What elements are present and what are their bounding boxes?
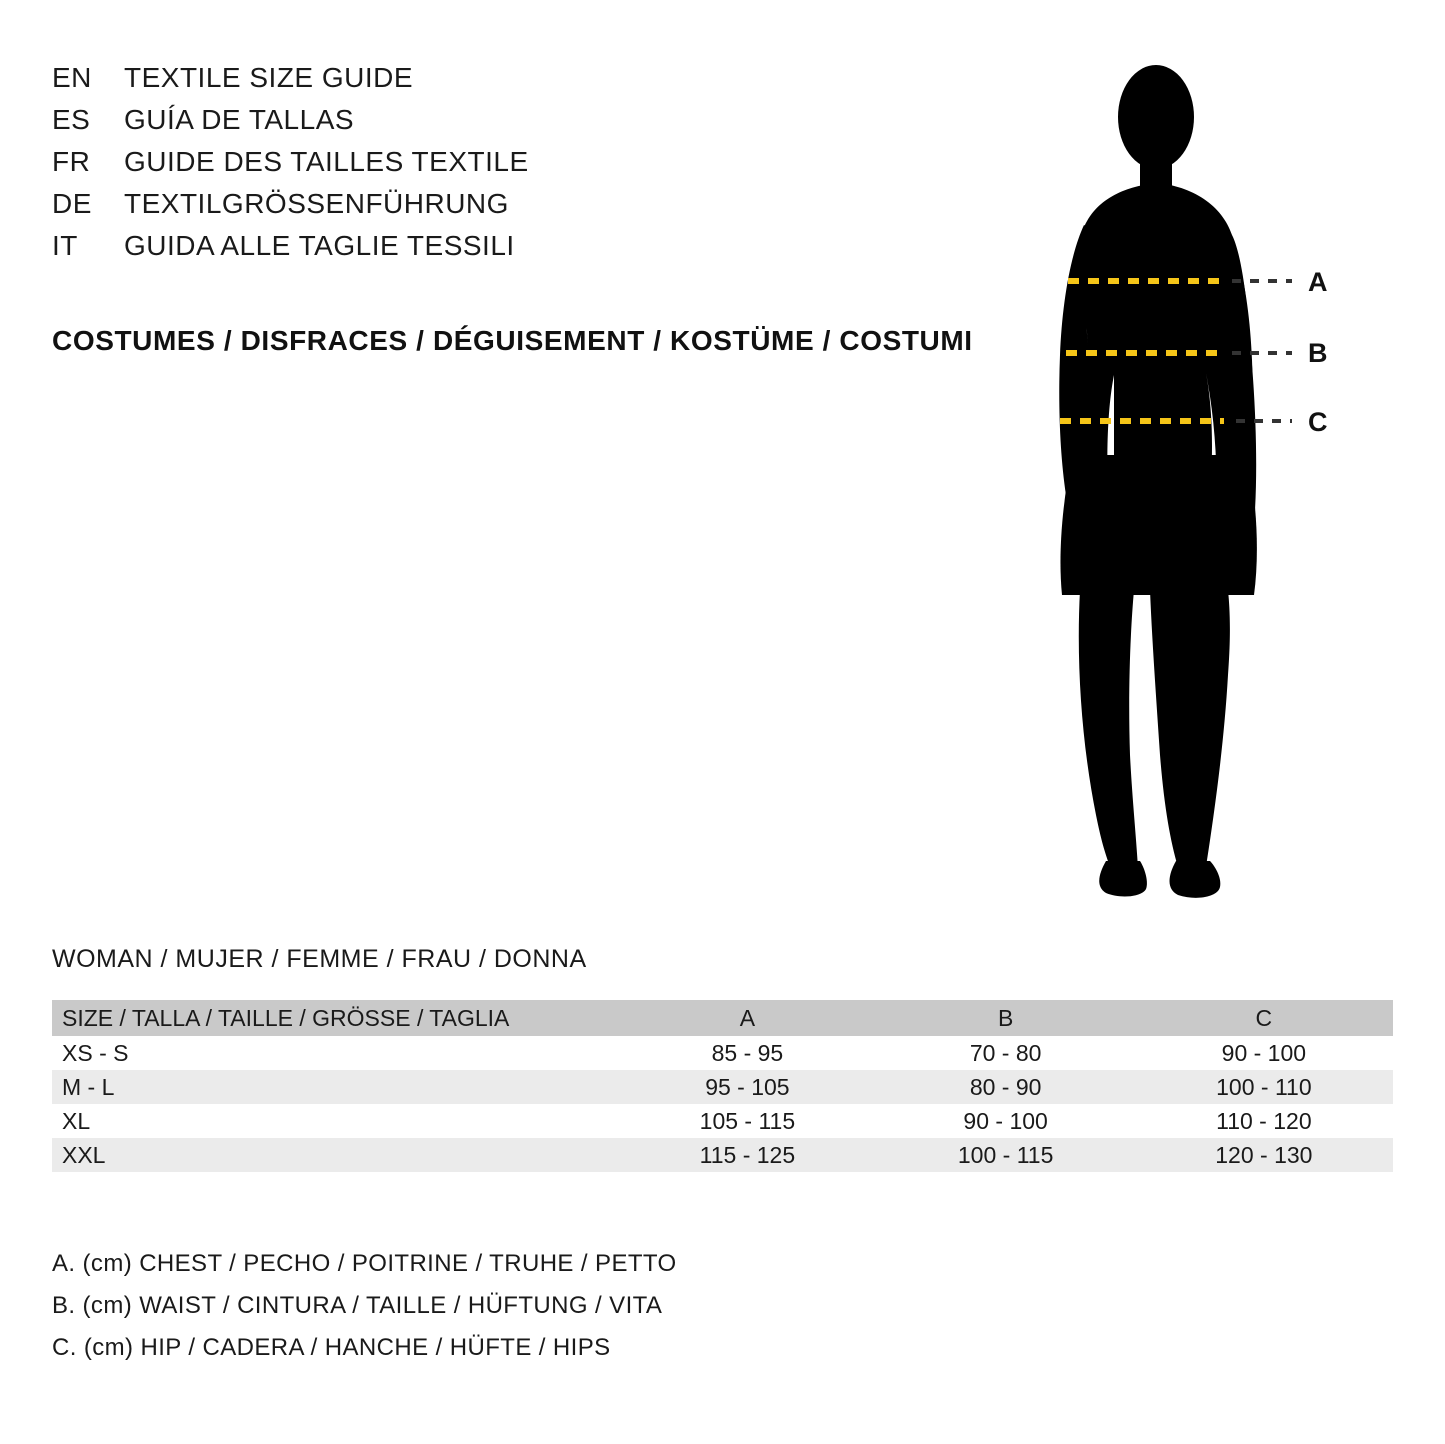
column-header-a: A (739, 1004, 756, 1031)
cell-c: 120 - 130 (1215, 1141, 1313, 1168)
cell-c: 100 - 110 (1216, 1073, 1312, 1100)
table-row (52, 1036, 1393, 1070)
woman-silhouette-icon (1010, 55, 1410, 905)
cell-a: 105 - 115 (699, 1107, 796, 1134)
language-text: GUIDA ALLE TAGLIE TESSILI (124, 230, 515, 261)
cell-b: 100 - 115 (957, 1141, 1054, 1168)
table-row (52, 1070, 1393, 1104)
language-row (52, 62, 1032, 104)
language-text: TEXTILE SIZE GUIDE (124, 62, 414, 93)
language-list (52, 62, 1032, 272)
marker-label-a: A (1308, 267, 1328, 297)
marker-label-b: B (1308, 338, 1328, 368)
size-table (52, 1000, 1393, 1172)
cell-c: 110 - 120 (1216, 1107, 1312, 1134)
legend-line-b: B. (cm) WAIST / CINTURA / TAILLE / HÜFTUNG / VITA (52, 1292, 663, 1319)
marker-label-c: C (1308, 407, 1328, 437)
cell-b: 80 - 90 (969, 1073, 1042, 1100)
language-code: FR (52, 146, 91, 177)
language-text: GUÍA DE TALLAS (124, 104, 355, 135)
category-line: COSTUMES / DISFRACES / DÉGUISEMENT / KOSTÜME / COSTUMI (52, 325, 973, 356)
language-text: GUIDE DES TAILLES TEXTILE (124, 146, 529, 177)
table-title: WOMAN / MUJER / FEMME / FRAU / DONNA (52, 945, 587, 973)
table-header-row (52, 1000, 1393, 1036)
measurement-legend (52, 1243, 677, 1369)
language-code: IT (52, 230, 78, 261)
language-row (52, 188, 1032, 230)
cell-size: XL (62, 1107, 91, 1134)
column-header-c: C (1255, 1004, 1273, 1031)
cell-c: 90 - 100 (1221, 1039, 1307, 1066)
table-head (52, 1000, 1393, 1036)
column-header-size: SIZE / TALLA / TAILLE / GRÖSSE / TAGLIA (62, 1004, 510, 1031)
cell-size: XXL (62, 1141, 106, 1168)
cell-a: 95 - 105 (705, 1073, 790, 1100)
cell-size: M - L (62, 1073, 115, 1100)
language-text: TEXTILGRÖSSENFÜHRUNG (124, 188, 509, 219)
cell-a: 85 - 95 (711, 1039, 784, 1066)
language-row (52, 146, 1032, 188)
table-body (52, 1036, 1393, 1172)
table-row (52, 1104, 1393, 1138)
figure-diagram (1010, 55, 1410, 905)
language-row (52, 230, 1032, 272)
language-code: DE (52, 188, 92, 219)
language-row (52, 104, 1032, 146)
language-code: ES (52, 104, 91, 135)
table-row (52, 1138, 1393, 1172)
cell-a: 115 - 125 (699, 1141, 796, 1168)
legend-line-a: A. (cm) CHEST / PECHO / POITRINE / TRUHE / PETTO (52, 1250, 677, 1277)
cell-b: 90 - 100 (963, 1107, 1048, 1134)
language-code: EN (52, 62, 92, 93)
cell-size: XS - S (62, 1039, 129, 1066)
column-header-b: B (997, 1004, 1014, 1031)
legend-line-c: C. (cm) HIP / CADERA / HANCHE / HÜFTE / HIPS (52, 1334, 611, 1361)
cell-b: 70 - 80 (969, 1039, 1042, 1066)
